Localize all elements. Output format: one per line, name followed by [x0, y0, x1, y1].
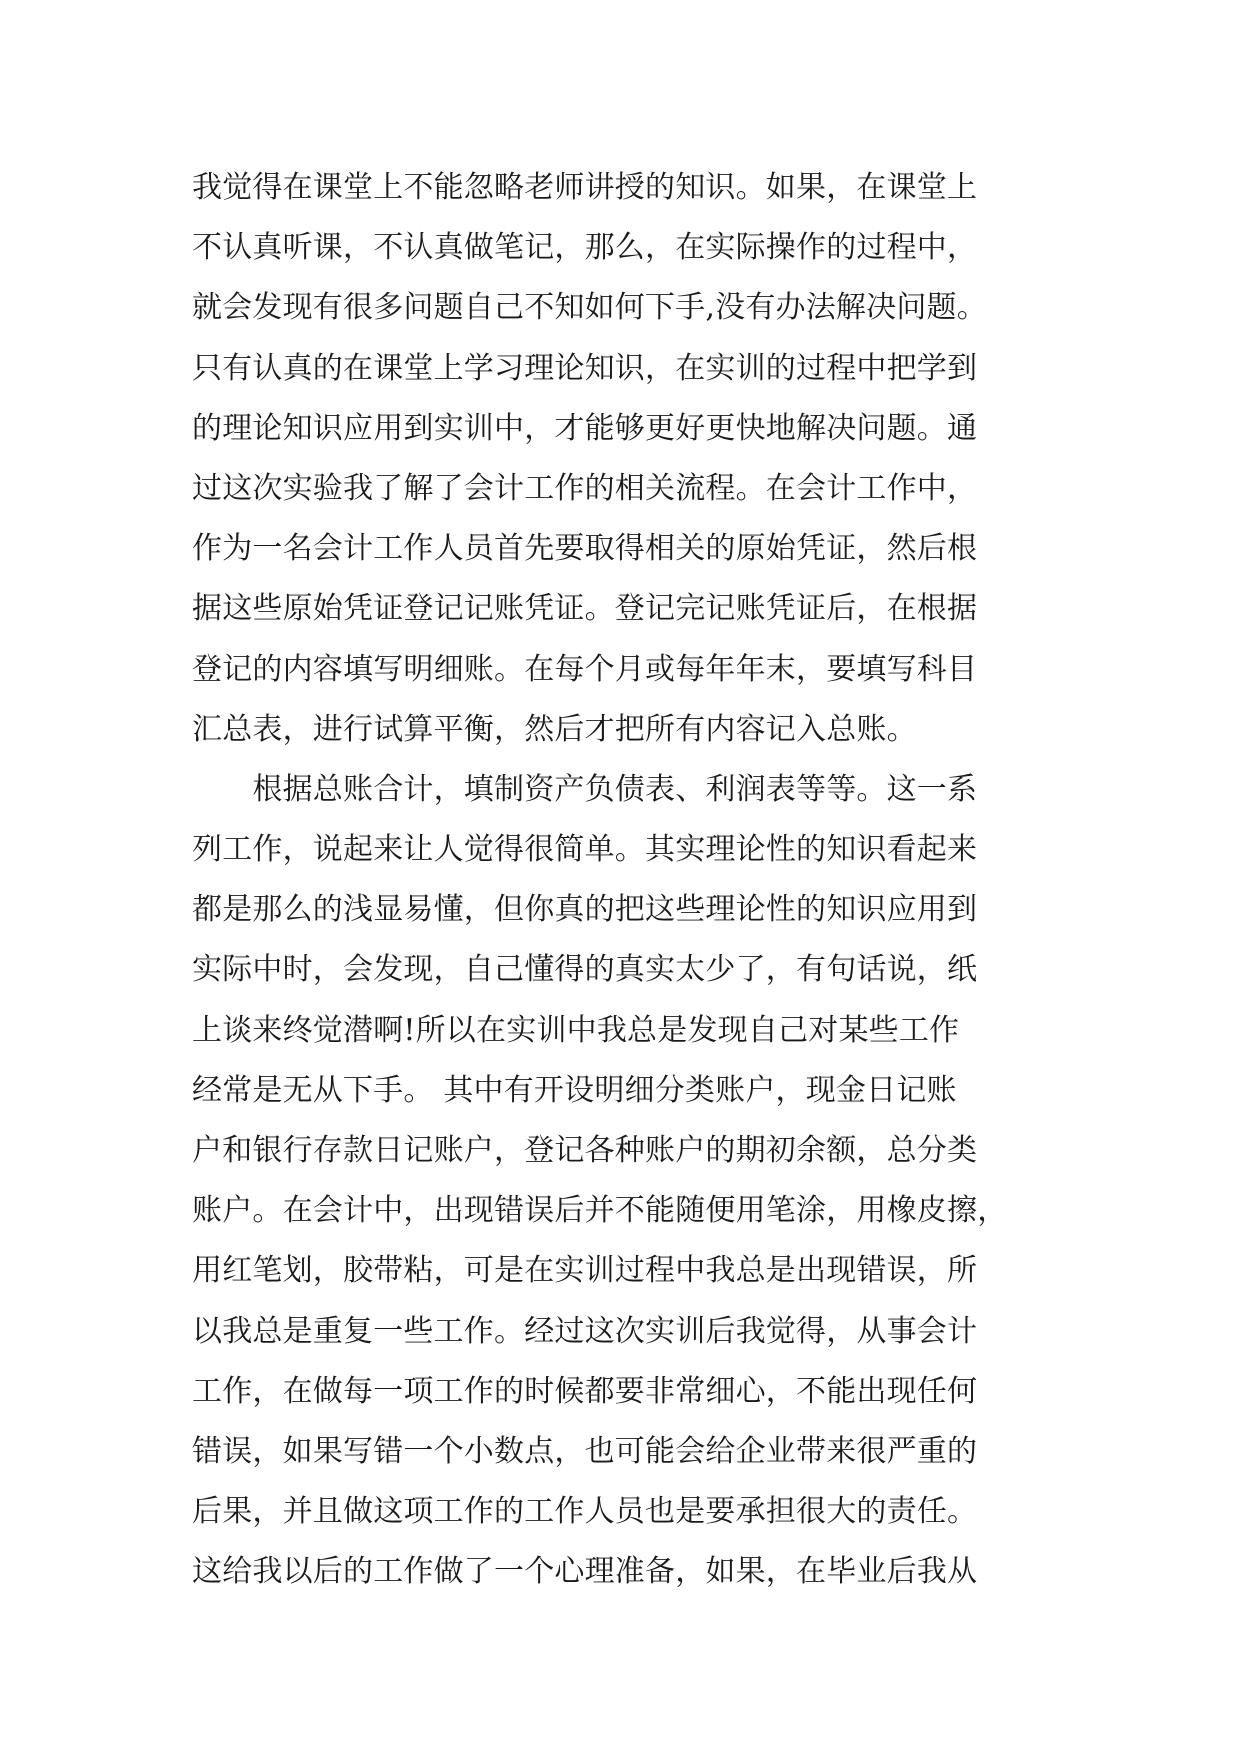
text-line: 列工作，说起来让人觉得很简单。其实理论性的知识看起来 [192, 832, 978, 868]
text-line: 的理论知识应用到实训中，才能够更好更快地解决问题。通 [192, 410, 978, 446]
text-line: 用红笔划，胶带粘，可是在实训过程中我总是出现错误，所 [192, 1253, 978, 1289]
text-line: 就会发现有很多问题自己不知如何下手,没有办法解决问题。 [192, 290, 987, 326]
text-line: 据这些原始凭证登记记账凭证。登记完记账凭证后，在根据 [192, 591, 978, 627]
text-line: 工作，在做每一项工作的时候都要非常细心，不能出现任何 [192, 1373, 978, 1409]
text-line: 根据总账合计，填制资产负债表、利润表等等。这一系 [192, 771, 978, 807]
text-line: 登记的内容填写明细账。在每个月或每年年末，要填写科目 [192, 651, 978, 687]
text-line: 不认真听课，不认真做笔记，那么，在实际操作的过程中， [192, 230, 978, 266]
text-line: 作为一名会计工作人员首先要取得相关的原始凭证，然后根 [192, 531, 978, 567]
text-line: 都是那么的浅显易懂，但你真的把这些理论性的知识应用到 [192, 892, 978, 928]
text-line: 经常是无从下手。 其中有开设明细分类账户，现金日记账 [192, 1072, 957, 1108]
text-line: 后果，并且做这项工作的工作人员也是要承担很大的责任。 [192, 1494, 978, 1530]
text-line: 我觉得在课堂上不能忽略老师讲授的知识。如果，在课堂上 [192, 170, 978, 205]
text-line: 账户。在会计中，出现错误后并不能随便用笔涂，用橡皮擦， [192, 1193, 1008, 1229]
body-text [192, 158, 1092, 1603]
text-line: 户和银行存款日记账户，登记各种账户的期初余额，总分类 [192, 1133, 978, 1168]
text-line: 这给我以后的工作做了一个心理准备，如果，在毕业后我从 [192, 1554, 978, 1590]
text-line: 以我总是重复一些工作。经过这次实训后我觉得，从事会计 [192, 1313, 978, 1349]
text-line: 错误，如果写错一个小数点，也可能会给企业带来很严重的 [192, 1433, 978, 1469]
text-line: 过这次实验我了解了会计工作的相关流程。在会计工作中， [192, 470, 978, 506]
text-line: 只有认真的在课堂上学习理论知识，在实训的过程中把学到 [192, 350, 978, 386]
text-line: 汇总表，进行试算平衡，然后才把所有内容记入总账。 [192, 711, 917, 747]
text-line: 实际中时，会发现，自己懂得的真实太少了，有句话说，纸 [192, 952, 978, 988]
text-line: 上谈来终觉潜啊!所以在实训中我总是发现自己对某些工作 [192, 1012, 960, 1048]
